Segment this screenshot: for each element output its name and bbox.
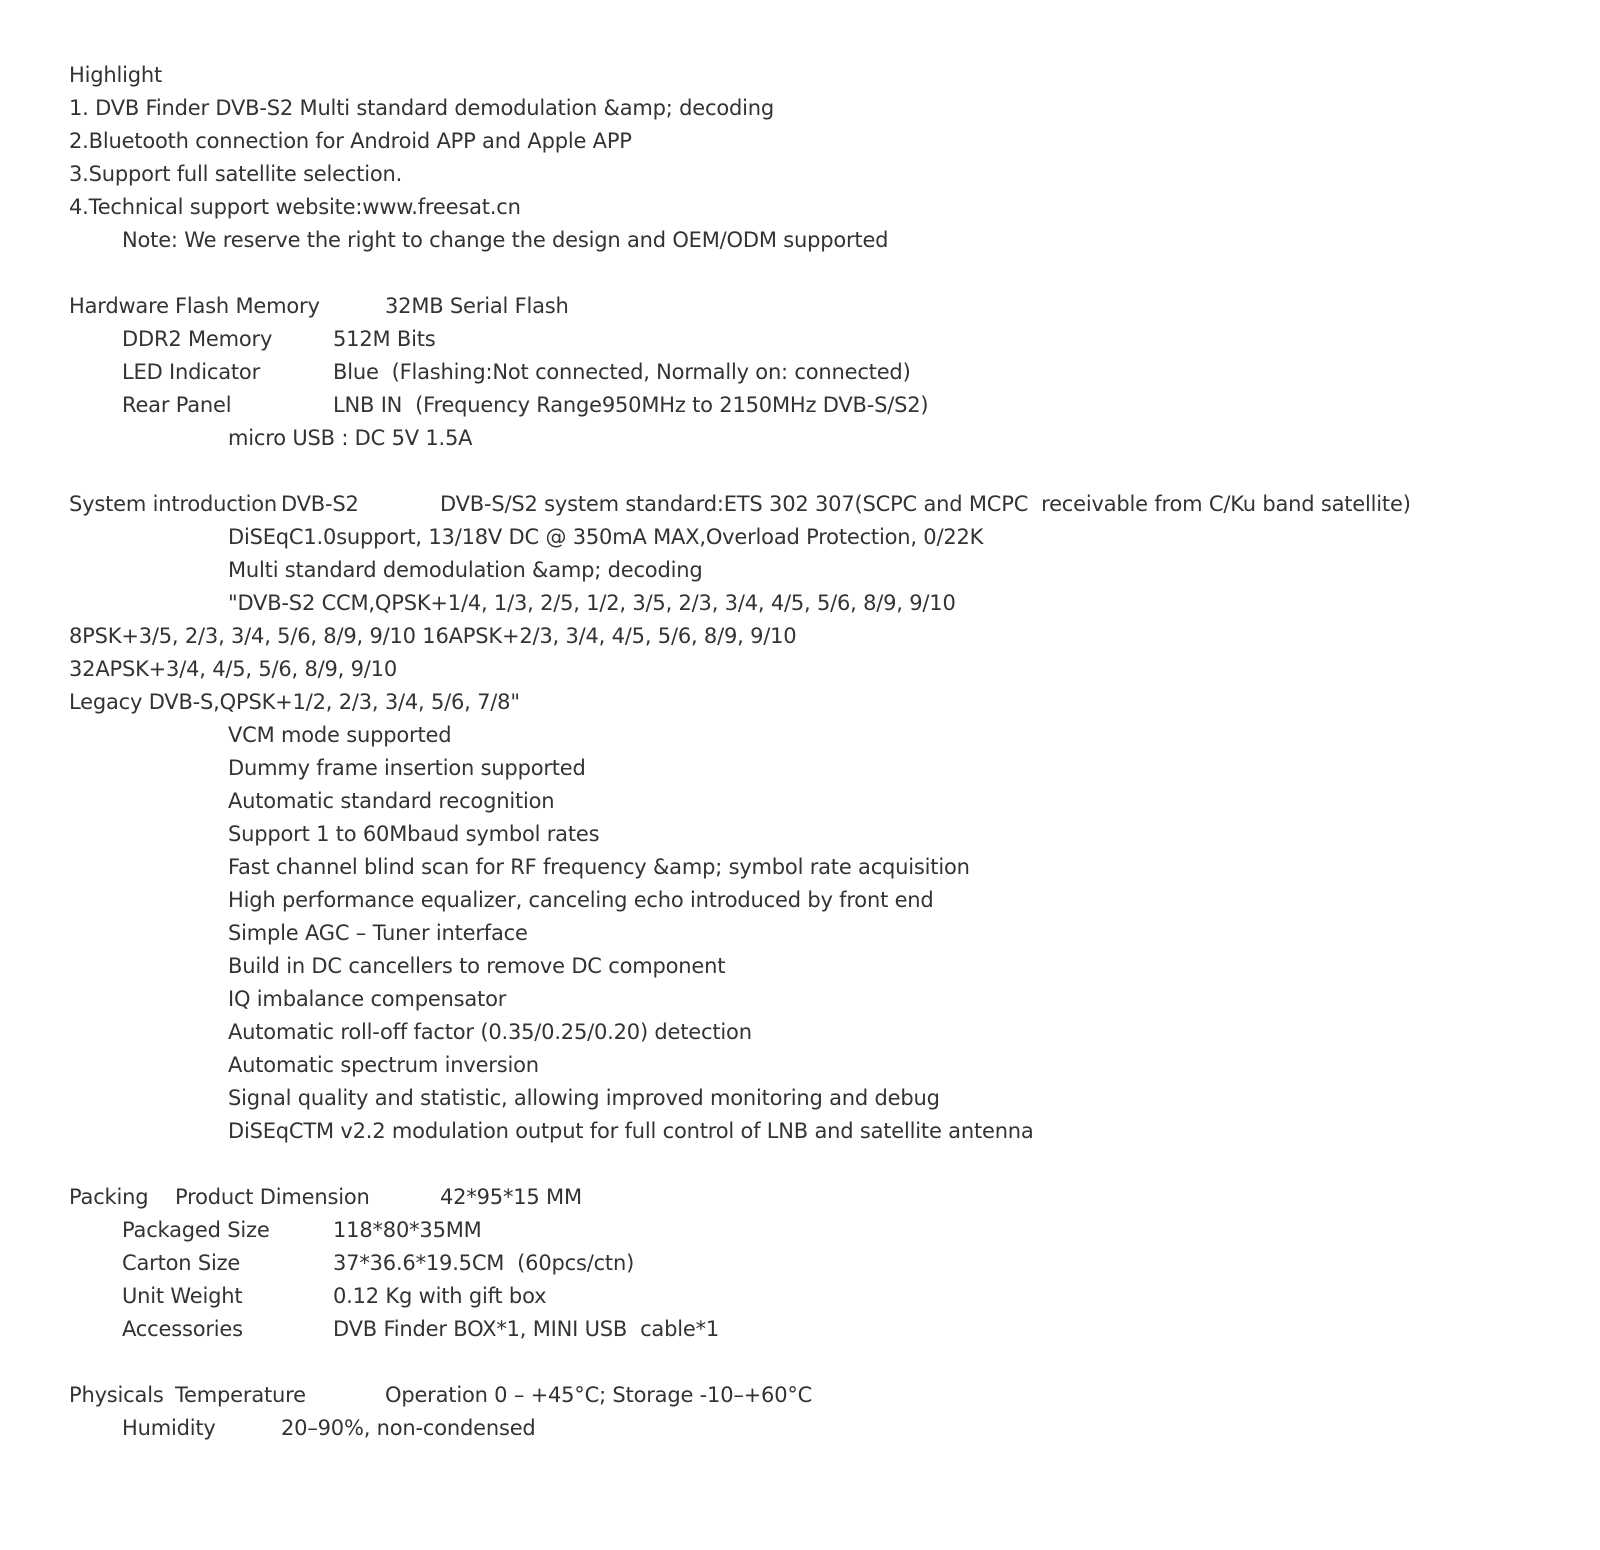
hardware-label: DDR2 Memory: [122, 327, 273, 351]
hardware-value: LNB IN (Frequency Range950MHz to 2150MHz DVB-S/S2): [333, 393, 929, 417]
physicals-value: Operation 0 – +45°C; Storage -10–+60°C: [385, 1383, 813, 1407]
packing-value: 42*95*15 MM: [440, 1185, 582, 1209]
highlight-heading: Highlight: [69, 63, 163, 87]
physicals-label: Temperature: [175, 1383, 306, 1407]
highlight-item-2: 2.Bluetooth connection for Android APP and Apple APP: [69, 129, 632, 153]
system-line: IQ imbalance compensator: [228, 987, 507, 1011]
hardware-extra: micro USB : DC 5V 1.5A: [228, 426, 473, 450]
highlight-item-3: 3.Support full satellite selection.: [69, 162, 403, 186]
system-line: 8PSK+3/5, 2/3, 3/4, 5/6, 8/9, 9/10 16APSK+2/3, 3/4, 4/5, 5/6, 8/9, 9/10: [69, 624, 797, 648]
physicals-label: Humidity: [122, 1416, 216, 1440]
hardware-value: Blue (Flashing:Not connected, Normally on: connected): [333, 360, 911, 384]
packing-label: Product Dimension: [175, 1185, 370, 1209]
packing-label: Carton Size: [122, 1251, 241, 1275]
highlight-item-1: 1. DVB Finder DVB-S2 Multi standard demodulation &amp; decoding: [69, 96, 774, 120]
system-line: "DVB-S2 CCM,QPSK+1/4, 1/3, 2/5, 1/2, 3/5, 2/3, 3/4, 4/5, 5/6, 8/9, 9/10: [228, 591, 956, 615]
system-line: Automatic roll-off factor (0.35/0.25/0.20) detection: [228, 1020, 752, 1044]
system-line: Multi standard demodulation &amp; decoding: [228, 558, 703, 582]
highlight-item-4: 4.Technical support website:www.freesat.cn: [69, 195, 521, 219]
system-line: DVB-S/S2 system standard:ETS 302 307(SCPC and MCPC receivable from C/Ku band satellite): [440, 492, 1411, 516]
system-line: Support 1 to 60Mbaud symbol rates: [228, 822, 600, 846]
system-line: VCM mode supported: [228, 723, 452, 747]
system-line: Build in DC cancellers to remove DC component: [228, 954, 726, 978]
packing-label: Accessories: [122, 1317, 243, 1341]
physicals-section-label: Physicals: [69, 1383, 164, 1407]
system-sub-label: DVB-S2: [281, 492, 359, 516]
hardware-value: 512M Bits: [333, 327, 436, 351]
hardware-value: 32MB Serial Flash: [385, 294, 569, 318]
packing-value: DVB Finder BOX*1, MINI USB cable*1: [333, 1317, 720, 1341]
packing-value: 37*36.6*19.5CM (60pcs/ctn): [333, 1251, 635, 1275]
system-line: Automatic standard recognition: [228, 789, 555, 813]
system-section-label: System introduction: [69, 492, 277, 516]
physicals-value: 20–90%, non-condensed: [281, 1416, 536, 1440]
system-line: 32APSK+3/4, 4/5, 5/6, 8/9, 9/10: [69, 657, 397, 681]
packing-section-label: Packing: [69, 1185, 149, 1209]
system-line: Dummy frame insertion supported: [228, 756, 586, 780]
hardware-section-label: Hardware: [69, 294, 169, 318]
packing-value: 0.12 Kg with gift box: [333, 1284, 547, 1308]
packing-label: Packaged Size: [122, 1218, 270, 1242]
hardware-label: Rear Panel: [122, 393, 232, 417]
hardware-label: LED Indicator: [122, 360, 261, 384]
system-line: Fast channel blind scan for RF frequency &amp; symbol rate acquisition: [228, 855, 970, 879]
system-line: Legacy DVB-S,QPSK+1/2, 2/3, 3/4, 5/6, 7/8": [69, 690, 520, 714]
system-line: DiSEqC1.0support, 13/18V DC @ 350mA MAX,Overload Protection, 0/22K: [228, 525, 984, 549]
packing-label: Unit Weight: [122, 1284, 243, 1308]
packing-value: 118*80*35MM: [333, 1218, 482, 1242]
system-line: High performance equalizer, canceling echo introduced by front end: [228, 888, 934, 912]
highlight-note: Note: We reserve the right to change the design and OEM/ODM supported: [122, 228, 889, 252]
system-line: Simple AGC – Tuner interface: [228, 921, 528, 945]
system-line: Signal quality and statistic, allowing improved monitoring and debug: [228, 1086, 940, 1110]
system-line: Automatic spectrum inversion: [228, 1053, 539, 1077]
system-line: DiSEqCTM v2.2 modulation output for full control of LNB and satellite antenna: [228, 1119, 1034, 1143]
hardware-label: Flash Memory: [175, 294, 320, 318]
